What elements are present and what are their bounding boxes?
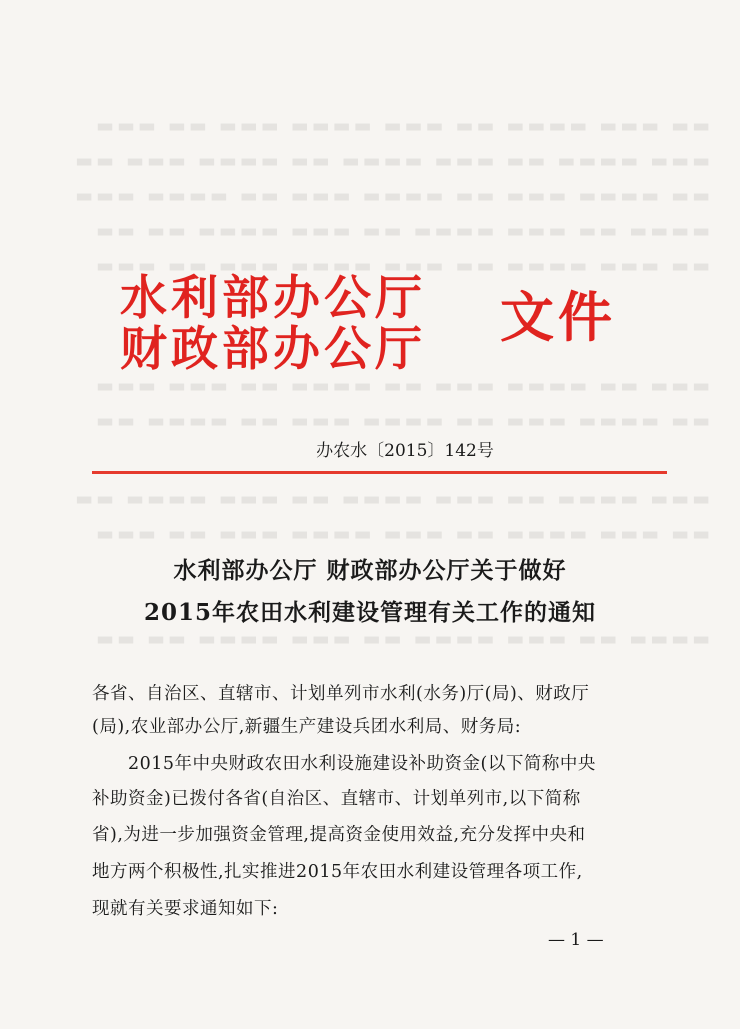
letterhead-org-1: 水利部办公厅 [120,271,426,326]
letterhead-doc-word: 文件 [500,285,616,349]
header-divider [92,471,667,474]
document-number: 办农水〔2015〕142号 [316,441,494,461]
body-line: 省),为进一步加强资金管理,提高资金使用效益,充分发挥中央和 [92,825,586,845]
body-line: 地方两个积极性,扎实推进2015年农田水利建设管理各项工作, [92,862,583,882]
body-line: 各省、自治区、直辖市、计划单列市水利(水务)厅(局)、财政厅 [92,684,590,704]
letterhead-org-2: 财政部办公厅 [120,322,426,377]
page-number: — 1 — [548,930,604,950]
document-title-line-2: 2015年农田水利建设管理有关工作的通知 [143,599,596,626]
document-title-line-1: 水利部办公厅 财政部办公厅关于做好 [173,557,567,584]
body-line: 现就有关要求通知如下: [92,899,279,919]
body-line: 补助资金)已拨付各省(自治区、直辖市、计划单列市,以下简称 [92,789,581,809]
body-line: 2015年中央财政农田水利设施建设补助资金(以下简称中央 [92,754,596,774]
body-line: (局),农业部办公厅,新疆生产建设兵团水利局、财务局: [92,717,522,737]
